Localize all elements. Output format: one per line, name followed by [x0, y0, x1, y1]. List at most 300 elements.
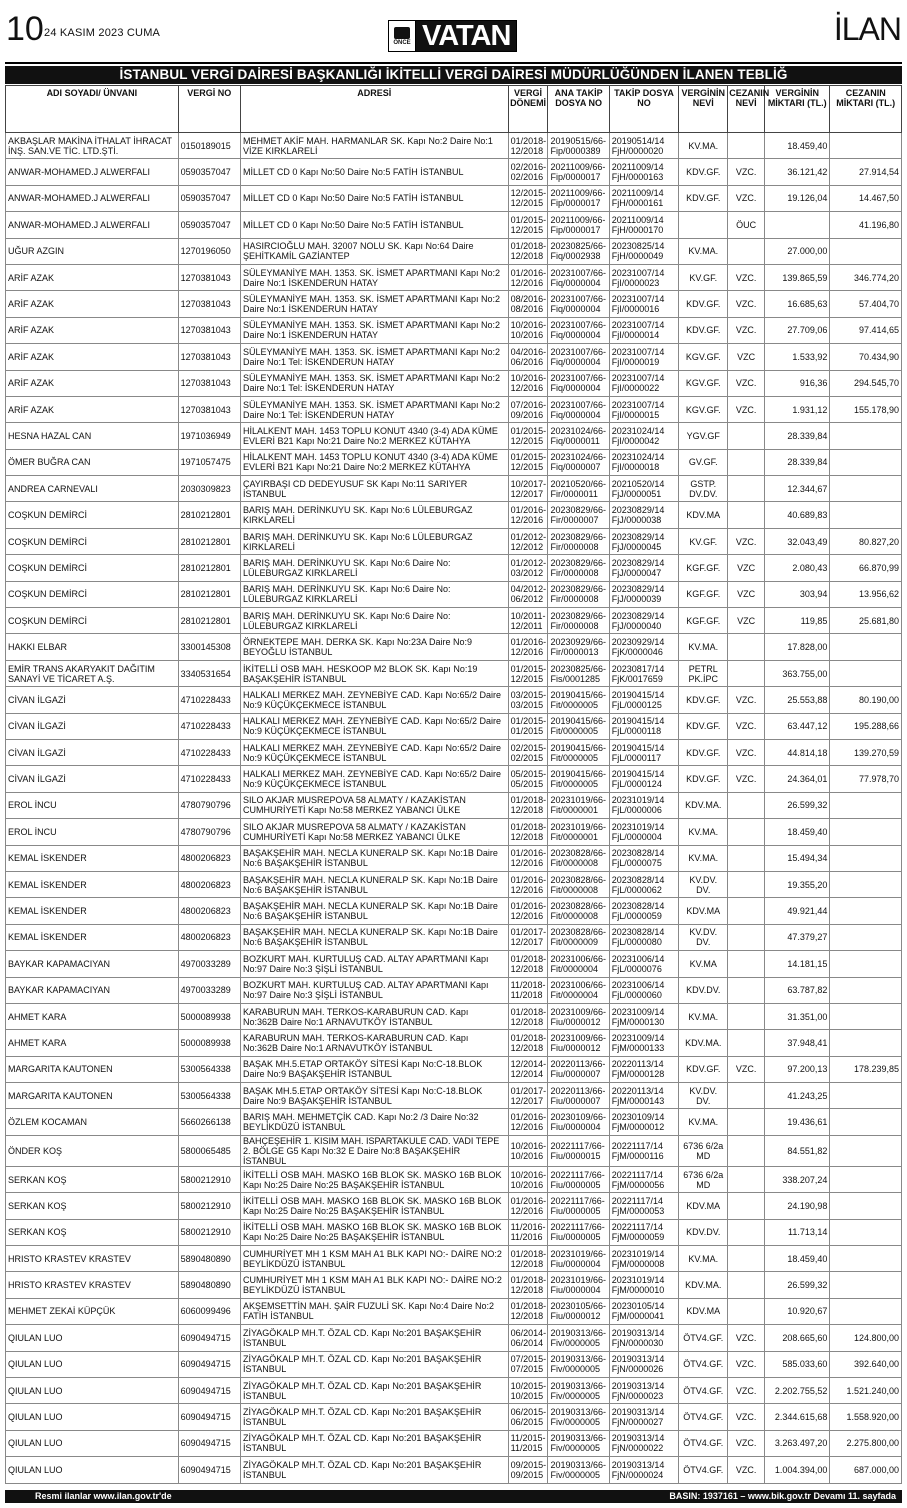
cell-tax-amount: 27.709,06	[765, 317, 830, 343]
table-row	[6, 924, 902, 950]
cell-penalty-amount	[830, 634, 902, 660]
cell-taxpayer-name: QIULAN LUO	[6, 1430, 179, 1456]
cell-tax-number: 3340531654	[178, 660, 240, 686]
cell-tax-number: 1270381043	[178, 370, 240, 396]
cell-tax-period: 01/2018-12/2018	[508, 1298, 548, 1324]
header-penalty-type: CEZANIN NEVİ	[728, 86, 765, 133]
cell-tax-type: KV.GF.	[679, 528, 728, 554]
cell-main-file-no: 20190415/66-Fit/0000005	[548, 766, 609, 792]
cell-tax-type: KDV.GF.	[679, 766, 728, 792]
cell-tax-amount: 19.355,20	[765, 871, 830, 897]
cell-file-no: 20231006/14 FjL/0000076	[609, 951, 678, 977]
cell-tax-type: KV.GF.	[679, 264, 728, 290]
cell-penalty-amount: 1.558.920,00	[830, 1404, 902, 1430]
cell-address: HALKALI MERKEZ MAH. ZEYNEBİYE CAD. Kapı No:65/2 Daire No:9 KÜÇÜKÇEKMECE İSTANBUL	[240, 687, 508, 713]
cell-file-no: 20231019/14 FjM/0000010	[609, 1272, 678, 1298]
cell-tax-amount: 338.207,24	[765, 1166, 830, 1192]
cell-tax-period: 08/2016-08/2016	[508, 291, 548, 317]
table-row	[6, 133, 902, 159]
table-row	[6, 317, 902, 343]
cell-penalty-amount	[830, 423, 902, 449]
cell-main-file-no: 20210520/66-Fir/0000011	[548, 476, 609, 502]
cell-main-file-no: 20231006/66-Fit/0000004	[548, 951, 609, 977]
cell-tax-type: KGF.GF.	[679, 581, 728, 607]
cell-tax-amount: 26.599,32	[765, 792, 830, 818]
cell-tax-period: 03/2015-03/2015	[508, 687, 548, 713]
cell-tax-number: 5000089938	[178, 1030, 240, 1056]
cell-penalty-amount: 77.978,70	[830, 766, 902, 792]
cell-tax-period: 11/2015-11/2015	[508, 1430, 548, 1456]
cell-penalty-amount	[830, 1219, 902, 1245]
cell-penalty-amount	[830, 502, 902, 528]
cell-file-no: 20231009/14 FjM/0000133	[609, 1030, 678, 1056]
cell-file-no: 20190313/14 FjN/0000026	[609, 1351, 678, 1377]
cell-file-no: 20211009/14 FjH/0000161	[609, 185, 678, 211]
cell-file-no: 20231007/14 FjI/0000023	[609, 264, 678, 290]
cell-penalty-type: VZC.	[728, 739, 765, 765]
cell-tax-number: 5300564338	[178, 1056, 240, 1082]
cell-tax-amount: 17.828,00	[765, 634, 830, 660]
cell-penalty-type: VZC.	[728, 528, 765, 554]
cell-file-no: 20211009/14 FjH/0000170	[609, 212, 678, 238]
cell-address: BAŞAKŞEHİR MAH. NECLA KUNERALP SK. Kapı No:1B Daire No:6 BAŞAKŞEHİR İSTANBUL	[240, 871, 508, 897]
cell-address: ZİYAGÖKALP MH.T. ÖZAL CD. Kapı No:201 BAŞAKŞEHİR İSTANBUL	[240, 1404, 508, 1430]
cell-file-no: 20230829/14 FjJ/0000047	[609, 555, 678, 581]
cell-tax-period: 01/2012-03/2012	[508, 555, 548, 581]
cell-penalty-amount: 195.288,66	[830, 713, 902, 739]
cell-penalty-type: VZC.	[728, 713, 765, 739]
cell-penalty-amount	[830, 476, 902, 502]
cell-file-no: 20230828/14 FjL/0000080	[609, 924, 678, 950]
cell-address: MEHMET AKİF MAH. HARMANLAR SK. Kapı No:2 Daire No:1 VİZE KIRKLARELİ	[240, 133, 508, 159]
cell-address: HALKALI MERKEZ MAH. ZEYNEBİYE CAD. Kapı No:65/2 Daire No:9 KÜÇÜKÇEKMECE İSTANBUL	[240, 713, 508, 739]
cell-taxpayer-name: COŞKUN DEMİRCİ	[6, 608, 179, 634]
cell-main-file-no: 20230829/66-Fir/0000008	[548, 528, 609, 554]
cell-main-file-no: 20221117/66-Fiu/0000005	[548, 1193, 609, 1219]
cell-tax-period: 05/2015-05/2015	[508, 766, 548, 792]
cell-tax-type: ÖTV4.GF.	[679, 1430, 728, 1456]
cell-tax-type: KV.DV. DV.	[679, 924, 728, 950]
cell-tax-number: 5800212910	[178, 1219, 240, 1245]
cell-file-no: 20231009/14 FjM/0000130	[609, 1003, 678, 1029]
cell-file-no: 20190313/14 FjN/0000027	[609, 1404, 678, 1430]
cell-tax-amount: 84.551,82	[765, 1135, 830, 1166]
cell-tax-amount: 31.351,00	[765, 1003, 830, 1029]
cell-address: BAŞAKŞEHİR MAH. NECLA KUNERALP SK. Kapı No:1B Daire No:6 BAŞAKŞEHİR İSTANBUL	[240, 898, 508, 924]
cell-address: BARIŞ MAH. DERİNKUYU SK. Kapı No:6 Daire No: LÜLEBURGAZ KIRKLARELİ	[240, 581, 508, 607]
table-row	[6, 396, 902, 422]
cell-taxpayer-name: AKBAŞLAR MAKİNA İTHALAT İHRACAT İNŞ. SAN.VE TİC. LTD.ŞTİ.	[6, 133, 179, 159]
cell-penalty-type	[728, 951, 765, 977]
table-row	[6, 449, 902, 475]
cell-tax-amount: 16.685,63	[765, 291, 830, 317]
cell-address: SÜLEYMANİYE MAH. 1353. SK. İSMET APARTMANI Kapı No:2 Daire No:1 Tel: İSKENDERUN HATAY	[240, 344, 508, 370]
cell-tax-amount: 28.339,84	[765, 423, 830, 449]
cell-penalty-amount: 155.178,90	[830, 396, 902, 422]
cell-file-no: 20230829/14 FjJ/0000045	[609, 528, 678, 554]
cell-penalty-type: VZC	[728, 344, 765, 370]
cell-main-file-no: 20231019/66-Fiu/0000004	[548, 1272, 609, 1298]
table-row	[6, 1404, 902, 1430]
cell-tax-period: 04/2016-06/2016	[508, 344, 548, 370]
cell-tax-period: 06/2014-06/2014	[508, 1325, 548, 1351]
cell-penalty-type	[728, 1083, 765, 1109]
cell-main-file-no: 20230829/66-Fir/0000007	[548, 502, 609, 528]
cell-tax-amount: 14.181,15	[765, 951, 830, 977]
cell-taxpayer-name: SERKAN KOŞ	[6, 1166, 179, 1192]
cell-penalty-amount: 687.000,00	[830, 1457, 902, 1483]
table-row	[6, 423, 902, 449]
table-row	[6, 792, 902, 818]
cell-taxpayer-name: EROL İNCU	[6, 792, 179, 818]
table-row	[6, 1377, 902, 1403]
cell-tax-type: KV.MA.	[679, 1003, 728, 1029]
cell-penalty-amount: 14.467,50	[830, 185, 902, 211]
cell-tax-period: 01/2015-12/2015	[508, 660, 548, 686]
cell-main-file-no: 20190415/66-Fit/0000005	[548, 739, 609, 765]
table-row	[6, 739, 902, 765]
cell-tax-period: 01/2018-12/2018	[508, 1246, 548, 1272]
cell-penalty-type: VZC.	[728, 687, 765, 713]
cell-address: İKİTELLİ OSB MAH. HESKOOP M2 BLOK SK. Kapı No:19 BAŞAKŞEHİR İSTANBUL	[240, 660, 508, 686]
cell-main-file-no: 20231007/66-Fiq/0000004	[548, 291, 609, 317]
cell-tax-type: 6736 6/2a MD	[679, 1135, 728, 1166]
cell-main-file-no: 20190313/66-Fiv/0000005	[548, 1404, 609, 1430]
cell-tax-type: KV.MA.	[679, 634, 728, 660]
header-address: ADRESİ	[240, 86, 508, 133]
cell-penalty-amount	[830, 1135, 902, 1166]
cell-main-file-no: 20230829/66-Fir/0000008	[548, 555, 609, 581]
cell-tax-number: 6060099496	[178, 1298, 240, 1324]
cell-penalty-amount	[830, 1030, 902, 1056]
table-row	[6, 581, 902, 607]
cell-tax-type: KDV.GF.	[679, 317, 728, 343]
cell-taxpayer-name: CİVAN İLGAZİ	[6, 766, 179, 792]
cell-tax-number: 6090494715	[178, 1430, 240, 1456]
cell-tax-amount: 32.043,49	[765, 528, 830, 554]
cell-main-file-no: 20211009/66-Fip/0000017	[548, 212, 609, 238]
cell-taxpayer-name: QIULAN LUO	[6, 1377, 179, 1403]
cell-tax-amount: 63.447,12	[765, 713, 830, 739]
cell-tax-type: KV.MA.	[679, 133, 728, 159]
cell-penalty-type	[728, 1193, 765, 1219]
cell-penalty-amount	[830, 1003, 902, 1029]
cell-address: AKŞEMSETTİN MAH. ŞAİR FUZULİ SK. Kapı No:4 Daire No:2 FATİH İSTANBUL	[240, 1298, 508, 1324]
cell-taxpayer-name: QIULAN LUO	[6, 1457, 179, 1483]
cell-taxpayer-name: HRISTO KRASTEV KRASTEV	[6, 1272, 179, 1298]
cell-penalty-type: VZC	[728, 555, 765, 581]
cell-penalty-amount	[830, 924, 902, 950]
cell-file-no: 20230828/14 FjL/0000075	[609, 845, 678, 871]
cell-address: ÇAYIRBAŞI CD DEDEYUSUF SK Kapı No:11 SARIYER İSTANBUL	[240, 476, 508, 502]
cell-taxpayer-name: SERKAN KOŞ	[6, 1193, 179, 1219]
cell-tax-period: 01/2016-12/2016	[508, 1193, 548, 1219]
cell-tax-type: ÖTV4.GF.	[679, 1377, 728, 1403]
cell-tax-type: KDV.DV.	[679, 977, 728, 1003]
cell-tax-period: 01/2012-12/2012	[508, 528, 548, 554]
cell-penalty-type	[728, 238, 765, 264]
cell-main-file-no: 20231019/66-Fit/0000001	[548, 819, 609, 845]
table-row	[6, 660, 902, 686]
cell-file-no: 20231007/14 FjI/0000019	[609, 344, 678, 370]
table-row	[6, 1351, 902, 1377]
table-row	[6, 1246, 902, 1272]
header-taxpayer-name: ADI SOYADI/ ÜNVANI	[6, 86, 179, 133]
cell-tax-period: 01/2017-12/2017	[508, 1083, 548, 1109]
cell-main-file-no: 20230825/66-Fiq/0002938	[548, 238, 609, 264]
cell-tax-amount: 44.814,18	[765, 739, 830, 765]
cell-file-no: 20231019/14 FjM/0000008	[609, 1246, 678, 1272]
cell-address: ZİYAGÖKALP MH.T. ÖZAL CD. Kapı No:201 BAŞAKŞEHİR İSTANBUL	[240, 1457, 508, 1483]
cell-file-no: 20230828/14 FjL/0000059	[609, 898, 678, 924]
cell-tax-type	[679, 212, 728, 238]
cell-taxpayer-name: HESNA HAZAL CAN	[6, 423, 179, 449]
cell-tax-type: KV.MA.	[679, 1246, 728, 1272]
table-row	[6, 766, 902, 792]
cell-tax-period: 01/2016-12/2016	[508, 502, 548, 528]
table-row	[6, 555, 902, 581]
cell-penalty-type	[728, 819, 765, 845]
newspaper-logo	[388, 20, 517, 52]
cell-file-no: 20230825/14 FjH/0000049	[609, 238, 678, 264]
cell-tax-period: 01/2015-12/2015	[508, 423, 548, 449]
cell-tax-number: 5800212910	[178, 1193, 240, 1219]
table-row	[6, 528, 902, 554]
cell-taxpayer-name: ANDREA CARNEVALI	[6, 476, 179, 502]
cell-address: İKİTELLİ OSB MAH. MASKO 16B BLOK SK. MASKO 16B BLOK Kapı No:25 Daire No:25 BAŞAKŞEHİR İSTANBUL	[240, 1193, 508, 1219]
cell-tax-number: 6090494715	[178, 1325, 240, 1351]
cell-file-no: 20230109/14 FjM/0000012	[609, 1109, 678, 1135]
cell-tax-type: GSTP. DV.DV.	[679, 476, 728, 502]
cell-tax-type: KGV.GF.	[679, 370, 728, 396]
cell-taxpayer-name: ANWAR-MOHAMED.J ALWERFALI	[6, 185, 179, 211]
cell-tax-amount: 37.948,41	[765, 1030, 830, 1056]
table-header-row	[6, 86, 902, 133]
cell-main-file-no: 20220113/66-Fiu/0000007	[548, 1083, 609, 1109]
cell-taxpayer-name: COŞKUN DEMİRCİ	[6, 502, 179, 528]
cell-tax-number: 4710228433	[178, 766, 240, 792]
cell-penalty-type	[728, 502, 765, 528]
cell-tax-number: 1270381043	[178, 317, 240, 343]
cell-penalty-amount	[830, 1193, 902, 1219]
cell-tax-period: 10/2016-12/2016	[508, 370, 548, 396]
cell-penalty-type: VZC.	[728, 396, 765, 422]
table-row	[6, 898, 902, 924]
cell-penalty-amount	[830, 660, 902, 686]
tax-notice-table	[5, 85, 902, 1484]
cell-main-file-no: 20221117/66-Fiu/0000005	[548, 1166, 609, 1192]
cell-tax-amount: 1.004.394,00	[765, 1457, 830, 1483]
header-tax-number: VERGİ NO	[178, 86, 240, 133]
cell-tax-period: 10/2016-10/2016	[508, 317, 548, 343]
header-tax-period: VERGİ DÖNEMİ	[508, 86, 548, 133]
cell-file-no: 20230829/14 FjJ/0000039	[609, 581, 678, 607]
cell-file-no: 20230828/14 FjL/0000062	[609, 871, 678, 897]
cell-address: BAHÇEŞEHİR 1. KISIM MAH. ISPARTAKULE CAD. VADI TEPE 2. BÖLGE G5 Kapı No:32 E Daire No:8 BAŞAKŞEHİR İSTANBUL	[240, 1135, 508, 1166]
cell-tax-period: 01/2016-12/2016	[508, 871, 548, 897]
cell-penalty-type: VZC.	[728, 766, 765, 792]
cell-address: BOZKURT MAH. KURTULUŞ CAD. ALTAY APARTMANI Kapı No:97 Daire No:3 ŞİŞLİ İSTANBUL	[240, 977, 508, 1003]
cell-penalty-amount: 178.239,85	[830, 1056, 902, 1082]
cell-penalty-type: VZC.	[728, 1325, 765, 1351]
cell-tax-type: ÖTV4.GF.	[679, 1457, 728, 1483]
cell-address: BAŞAK MH.5.ETAP ORTAKÖY SİTESİ Kapı No:C-18.BLOK Daire No:9 BAŞAKŞEHİR İSTANBUL	[240, 1083, 508, 1109]
cell-penalty-type	[728, 1272, 765, 1298]
table-row	[6, 1166, 902, 1192]
cell-address: BOZKURT MAH. KURTULUŞ CAD. ALTAY APARTMANI Kapı No:97 Daire No:3 ŞİŞLİ İSTANBUL	[240, 951, 508, 977]
cell-tax-type: KDV.MA	[679, 1298, 728, 1324]
cell-taxpayer-name: BAYKAR KAPAMACIYAN	[6, 951, 179, 977]
table-row	[6, 634, 902, 660]
cell-tax-amount: 119,85	[765, 608, 830, 634]
cell-taxpayer-name: QIULAN LUO	[6, 1404, 179, 1430]
cell-main-file-no: 20231007/66-Fiq/0000004	[548, 344, 609, 370]
cell-file-no: 20190415/14 FjL/0000124	[609, 766, 678, 792]
cell-tax-number: 1270196050	[178, 238, 240, 264]
cell-taxpayer-name: CİVAN İLGAZİ	[6, 739, 179, 765]
cell-penalty-amount: 80.190,00	[830, 687, 902, 713]
cell-penalty-type: VZC.	[728, 264, 765, 290]
cell-tax-amount: 12.344,67	[765, 476, 830, 502]
table-row	[6, 819, 902, 845]
cell-penalty-amount: 346.774,20	[830, 264, 902, 290]
cell-tax-number: 2810212801	[178, 555, 240, 581]
cell-address: SÜLEYMANİYE MAH. 1353. SK. İSMET APARTMANI Kapı No:2 Daire No:1 İSKENDERUN HATAY	[240, 291, 508, 317]
table-row	[6, 291, 902, 317]
cell-taxpayer-name: ARİF AZAK	[6, 291, 179, 317]
table-row	[6, 1030, 902, 1056]
cell-tax-period: 01/2018-12/2018	[508, 819, 548, 845]
cell-tax-period: 09/2015-09/2015	[508, 1457, 548, 1483]
cell-penalty-amount: 27.914,54	[830, 159, 902, 185]
cell-tax-type: KDV.GF.	[679, 1056, 728, 1082]
cell-file-no: 20221117/14 FjM/0000053	[609, 1193, 678, 1219]
cell-file-no: 20221117/14 FjM/0000116	[609, 1135, 678, 1166]
cell-taxpayer-name: SERKAN KOŞ	[6, 1219, 179, 1245]
issue-date: 24 KASIM 2023 CUMA	[44, 27, 161, 39]
cell-penalty-amount	[830, 792, 902, 818]
cell-taxpayer-name: AHMET KARA	[6, 1003, 179, 1029]
cell-tax-number: 6090494715	[178, 1404, 240, 1430]
cell-file-no: 20230929/14 FjK/0000046	[609, 634, 678, 660]
cell-main-file-no: 20230828/66-Fit/0000008	[548, 845, 609, 871]
cell-tax-number: 4710228433	[178, 713, 240, 739]
cell-tax-period: 02/2016-02/2016	[508, 159, 548, 185]
cell-tax-type: KV.DV. DV.	[679, 1083, 728, 1109]
cell-taxpayer-name: UĞUR AZGIN	[6, 238, 179, 264]
cell-taxpayer-name: MARGARITA KAUTONEN	[6, 1056, 179, 1082]
cell-file-no: 20221117/14 FjM/0000056	[609, 1166, 678, 1192]
footer-right-text: BASIN: 1937161 – www.bik.gov.tr Devamı 11. sayfada	[669, 1491, 896, 1501]
cell-address: BARIŞ MAH. MEHMETÇİK CAD. Kapı No:2 /3 Daire No:32 BEYLİKDÜZÜ İSTANBUL	[240, 1109, 508, 1135]
cell-file-no: 20220113/14 FjM/0000143	[609, 1083, 678, 1109]
cell-tax-period: 11/2018-11/2018	[508, 977, 548, 1003]
cell-taxpayer-name: ANWAR-MOHAMED.J ALWERFALI	[6, 212, 179, 238]
cell-main-file-no: 20231024/66-Fiq/0000011	[548, 423, 609, 449]
cell-file-no: 20231019/14 FjL/0000006	[609, 792, 678, 818]
cell-main-file-no: 20230828/66-Fit/0000008	[548, 898, 609, 924]
cell-tax-amount: 1.533,92	[765, 344, 830, 370]
table-row	[6, 344, 902, 370]
cell-file-no: 20190313/14 FjN/0000024	[609, 1457, 678, 1483]
page-header	[0, 0, 907, 60]
cell-taxpayer-name: MEHMET ZEKAİ KÜPÇÜK	[6, 1298, 179, 1324]
cell-tax-type: KDV.GF.	[679, 185, 728, 211]
header-main-file-no: ANA TAKİP DOSYA NO	[548, 86, 609, 133]
cell-penalty-amount	[830, 1246, 902, 1272]
cell-file-no: 20230817/14 FjK/0017659	[609, 660, 678, 686]
table-row	[6, 977, 902, 1003]
cell-tax-type: GV.GF.	[679, 449, 728, 475]
cell-main-file-no: 20220113/66-Fiu/0000007	[548, 1056, 609, 1082]
cell-file-no: 20220113/14 FjM/0000128	[609, 1056, 678, 1082]
cell-tax-number: 5660266138	[178, 1109, 240, 1135]
cell-main-file-no: 20231019/66-Fit/0000001	[548, 792, 609, 818]
cell-penalty-type	[728, 1109, 765, 1135]
cell-penalty-type: VZC.	[728, 1404, 765, 1430]
cell-penalty-amount: 97.414,65	[830, 317, 902, 343]
cell-tax-period: 02/2015-02/2015	[508, 739, 548, 765]
cell-tax-number: 4710228433	[178, 739, 240, 765]
cell-tax-amount: 19.436,61	[765, 1109, 830, 1135]
cell-main-file-no: 20230829/66-Fir/0000008	[548, 581, 609, 607]
cell-tax-amount: 18.459,40	[765, 819, 830, 845]
cell-penalty-type: VZC.	[728, 370, 765, 396]
cell-penalty-type: VZC.	[728, 1457, 765, 1483]
cell-penalty-amount: 25.681,80	[830, 608, 902, 634]
cell-taxpayer-name: KEMAL İSKENDER	[6, 871, 179, 897]
cell-tax-number: 6090494715	[178, 1351, 240, 1377]
cell-address: BAŞAKŞEHİR MAH. NECLA KUNERALP SK. Kapı No:1B Daire No:6 BAŞAKŞEHİR İSTANBUL	[240, 924, 508, 950]
cell-address: BARIŞ MAH. DERİNKUYU SK. Kapı No:6 Daire No: LÜLEBURGAZ KIRKLARELİ	[240, 555, 508, 581]
cell-tax-period: 01/2018-12/2018	[508, 792, 548, 818]
cell-main-file-no: 20211009/66-Fip/0000017	[548, 185, 609, 211]
table-row	[6, 713, 902, 739]
cell-tax-type: KDV.MA.	[679, 1030, 728, 1056]
cell-tax-period: 01/2018-12/2018	[508, 1272, 548, 1298]
cell-penalty-amount: 1.521.240,00	[830, 1377, 902, 1403]
cell-tax-period: 07/2016-09/2016	[508, 396, 548, 422]
cell-taxpayer-name: QIULAN LUO	[6, 1325, 179, 1351]
cell-address: CUMHURİYET MH 1 KSM MAH A1 BLK KAPI NO:- DAİRE NO:2 BEYLİKDÜZÜ İSTANBUL	[240, 1246, 508, 1272]
cell-tax-number: 4970033289	[178, 951, 240, 977]
cell-tax-type: KDV.MA.	[679, 1272, 728, 1298]
cell-taxpayer-name: CİVAN İLGAZİ	[6, 713, 179, 739]
cell-penalty-type: VZC.	[728, 185, 765, 211]
cell-tax-amount: 2.344.615,68	[765, 1404, 830, 1430]
cell-penalty-type	[728, 1219, 765, 1245]
cell-address: BARIŞ MAH. DERİNKUYU SK. Kapı No:6 Daire No: LÜLEBURGAZ KIRKLARELİ	[240, 608, 508, 634]
cell-penalty-amount	[830, 1298, 902, 1324]
cell-address: ZİYAGÖKALP MH.T. ÖZAL CD. Kapı No:201 BAŞAKŞEHİR İSTANBUL	[240, 1351, 508, 1377]
table-row	[6, 845, 902, 871]
cell-main-file-no: 20230929/66-Fir/0000013	[548, 634, 609, 660]
cell-tax-number: 2030309823	[178, 476, 240, 502]
cell-tax-type: ÖTV4.GF.	[679, 1325, 728, 1351]
cell-penalty-amount	[830, 819, 902, 845]
cell-taxpayer-name: HRISTO KRASTEV KRASTEV	[6, 1246, 179, 1272]
cell-taxpayer-name: CİVAN İLGAZİ	[6, 687, 179, 713]
header-file-no: TAKİP DOSYA NO	[609, 86, 678, 133]
cell-tax-type: ÖTV4.GF.	[679, 1404, 728, 1430]
cell-address: ZİYAGÖKALP MH.T. ÖZAL CD. Kapı No:201 BAŞAKŞEHİR İSTANBUL	[240, 1430, 508, 1456]
cell-taxpayer-name: ANWAR-MOHAMED.J ALWERFALI	[6, 159, 179, 185]
cell-penalty-amount: 392.640,00	[830, 1351, 902, 1377]
cell-main-file-no: 20231007/66-Fiq/0000004	[548, 370, 609, 396]
cell-tax-number: 4780790796	[178, 792, 240, 818]
cell-tax-type: KDV.MA.	[679, 792, 728, 818]
table-row	[6, 1003, 902, 1029]
